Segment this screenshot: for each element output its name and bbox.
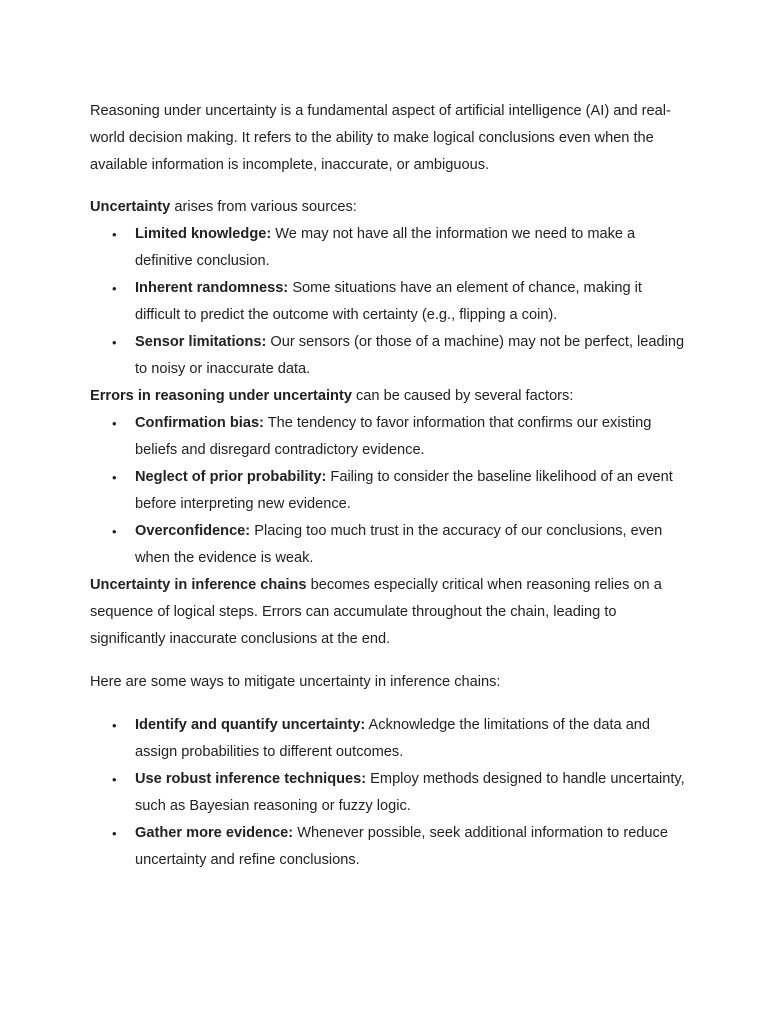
list-item [90, 518, 690, 572]
chains-rest: becomes especially critical when reasoning relies on a sequence of logical steps. Errors can accumulate throughout the chain, leading to significantly inaccurate conclusions at the end. [90, 577, 662, 647]
errors-heading [90, 383, 690, 410]
list-item-term: Sensor limitations: [135, 334, 267, 350]
list-item [90, 766, 690, 820]
list-item [90, 221, 690, 275]
errors-list [90, 410, 690, 572]
bullet-icon: • [112, 718, 117, 733]
list-item-text: The tendency to favor information that confirms our existing beliefs and disregard contradictory evidence. [135, 415, 652, 458]
chains-bold: Uncertainty in inference chains [90, 577, 307, 593]
list-item [90, 410, 690, 464]
list-item [90, 712, 690, 766]
list-item [90, 329, 690, 383]
list-item-term: Inherent randomness: [135, 280, 289, 296]
list-item-term: Neglect of prior probability: [135, 469, 327, 485]
bullet-icon: • [112, 826, 117, 841]
list-item-text: Failing to consider the baseline likelihood of an event before interpreting new evidence. [135, 469, 673, 512]
list-item-term: Confirmation bias: [135, 415, 264, 431]
errors-heading-bold: Errors in reasoning under uncertainty [90, 388, 352, 404]
list-item-text: We may not have all the information we need to make a definitive conclusion. [135, 226, 636, 269]
bullet-icon: • [112, 227, 117, 242]
sources-heading-rest: arises from various sources: [170, 199, 357, 215]
errors-heading-rest: can be caused by several factors: [351, 388, 574, 404]
list-item-text: Our sensors (or those of a machine) may not be perfect, leading to noisy or inaccurate data. [135, 334, 685, 377]
bullet-icon: • [112, 470, 117, 485]
document-page [90, 98, 690, 874]
sources-heading [90, 194, 690, 221]
chains-paragraph [90, 572, 690, 653]
list-item-text: Whenever possible, seek additional information to reduce uncertainty and refine conclusions. [135, 825, 668, 868]
list-item-term: Limited knowledge: [135, 226, 272, 242]
list-item-term: Identify and quantify uncertainty: [135, 717, 366, 733]
list-item-text: Acknowledge the limitations of the data and assign probabilities to different outcomes. [135, 717, 651, 760]
intro-paragraph: Reasoning under uncertainty is a fundamental aspect of artificial intelligence (AI) and real-world decision making. It refers to the ability to make logical conclusions even when the available information is incomplete, inaccurate, or ambiguous. [90, 103, 671, 173]
list-item-text: Placing too much trust in the accuracy of our conclusions, even when the evidence is weak. [135, 523, 663, 566]
bullet-icon: • [112, 772, 117, 787]
mitigate-heading: Here are some ways to mitigate uncertainty in inference chains: [90, 674, 501, 690]
mitigate-list [90, 712, 690, 874]
sources-list [90, 221, 690, 383]
list-item-text: Employ methods designed to handle uncertainty, such as Bayesian reasoning or fuzzy logic. [135, 771, 685, 814]
list-item [90, 464, 690, 518]
bullet-icon: • [112, 416, 117, 431]
list-item-text: Some situations have an element of chance, making it difficult to predict the outcome with certainty (e.g., flipping a coin). [135, 280, 642, 323]
bullet-icon: • [112, 524, 117, 539]
list-item-term: Use robust inference techniques: [135, 771, 367, 787]
list-item-term: Gather more evidence: [135, 825, 294, 841]
list-item [90, 820, 690, 874]
bullet-icon: • [112, 335, 117, 350]
bullet-icon: • [112, 281, 117, 296]
list-item [90, 275, 690, 329]
sources-heading-bold: Uncertainty [90, 199, 171, 215]
list-item-term: Overconfidence: [135, 523, 251, 539]
